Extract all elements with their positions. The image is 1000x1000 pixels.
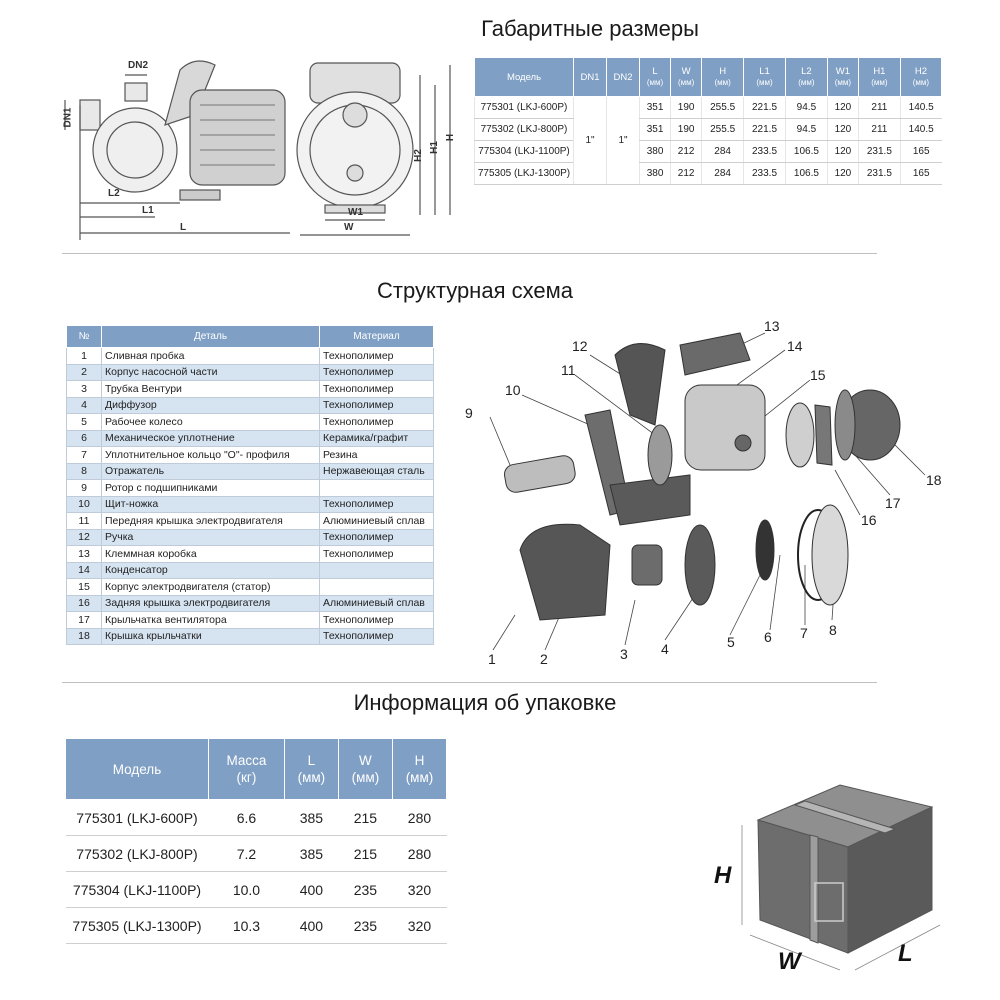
part-number: 5 <box>67 414 102 431</box>
part-material <box>320 480 434 497</box>
parts-table-row <box>67 579 434 596</box>
parts-table-row <box>67 628 434 645</box>
pack-header-mass: Масса (кг) <box>209 739 285 800</box>
part-name: Механическое уплотнение <box>102 430 320 447</box>
callout-12: 12 <box>572 338 588 354</box>
dims-cell: 284 <box>702 163 744 185</box>
part-name: Конденсатор <box>102 562 320 579</box>
part-name: Ротор с подшипниками <box>102 480 320 497</box>
parts-table-row <box>67 513 434 530</box>
part-material: Технополимер <box>320 414 434 431</box>
pack-cell: 10.3 <box>209 908 285 944</box>
dims-header-h: H (мм) <box>702 58 744 97</box>
parts-header-number: № <box>67 326 102 348</box>
dims-cell: 255.5 <box>702 97 744 119</box>
pack-header-h: H (мм) <box>392 739 446 800</box>
part-material: Керамика/графит <box>320 430 434 447</box>
part-number: 12 <box>67 529 102 546</box>
part-name: Крыльчатка вентилятора <box>102 612 320 629</box>
pack-cell: 215 <box>338 836 392 872</box>
dims-cell: 231.5 <box>858 141 900 163</box>
parts-table-row <box>67 364 434 381</box>
part-number: 15 <box>67 579 102 596</box>
part-name: Диффузор <box>102 397 320 414</box>
h2-label: H2 <box>412 149 424 162</box>
dims-cell: 284 <box>702 141 744 163</box>
divider <box>62 253 877 254</box>
dims-cell: 120 <box>827 163 858 185</box>
pack-cell: 320 <box>392 872 446 908</box>
pack-table-row <box>66 800 447 836</box>
dims-header-w: W (мм) <box>671 58 702 97</box>
dims-header-h2: H2 (мм) <box>900 58 941 97</box>
pack-cell: 235 <box>338 872 392 908</box>
parts-table-row <box>67 529 434 546</box>
dims-cell: 120 <box>827 119 858 141</box>
part-material: Резина <box>320 447 434 464</box>
parts-table-row <box>67 381 434 398</box>
part-name: Ручка <box>102 529 320 546</box>
part-number: 2 <box>67 364 102 381</box>
structure-title: Структурная схема <box>377 278 573 303</box>
part-number: 8 <box>67 463 102 480</box>
callout-3: 3 <box>620 646 628 662</box>
callout-8: 8 <box>829 622 837 638</box>
pump-dimension-drawing <box>55 45 470 245</box>
dims-header-h1: H1 (мм) <box>858 58 900 97</box>
package-box-illustration <box>720 775 960 985</box>
dims-table-row <box>475 163 942 185</box>
part-number: 9 <box>67 480 102 497</box>
part-name: Щит-ножка <box>102 496 320 513</box>
part-number: 11 <box>67 513 102 530</box>
pack-header-model: Модель <box>66 739 209 800</box>
dimensions-title: Габаритные размеры <box>481 16 699 41</box>
dn1-label: DN1 <box>62 107 74 128</box>
part-name: Корпус электродвигателя (статор) <box>102 579 320 596</box>
callout-6: 6 <box>764 629 772 645</box>
packing-title: Информация об упаковке <box>353 690 617 715</box>
part-material: Технополимер <box>320 628 434 645</box>
dims-cell: 212 <box>671 141 702 163</box>
dims-header-dn1: DN1 <box>574 58 607 97</box>
dims-cell: 190 <box>671 97 702 119</box>
part-material: Технополимер <box>320 496 434 513</box>
dims-header-l2: L2 (мм) <box>785 58 827 97</box>
dims-table-row <box>475 97 942 119</box>
part-number: 6 <box>67 430 102 447</box>
callout-13: 13 <box>764 318 780 334</box>
dims-cell: 775301 (LKJ-600P) <box>475 97 574 119</box>
dims-header-model: Модель <box>475 58 574 97</box>
parts-table-row <box>67 612 434 629</box>
pack-cell: 775304 (LKJ-1100P) <box>66 872 209 908</box>
callout-18: 18 <box>926 472 942 488</box>
callout-7: 7 <box>800 625 808 641</box>
l1-label: L1 <box>142 205 154 216</box>
callout-2: 2 <box>540 651 548 667</box>
dims-cell: 231.5 <box>858 163 900 185</box>
part-number: 4 <box>67 397 102 414</box>
parts-table <box>66 325 434 645</box>
dims-cell: 94.5 <box>785 119 827 141</box>
dims-cell: 775302 (LKJ-800P) <box>475 119 574 141</box>
box-height-label: H <box>714 862 732 889</box>
callout-10: 10 <box>505 382 521 398</box>
part-number: 14 <box>67 562 102 579</box>
part-name: Крышка крыльчатки <box>102 628 320 645</box>
dims-cell: 233.5 <box>744 141 786 163</box>
h-label: H <box>445 133 457 142</box>
pack-cell: 235 <box>338 908 392 944</box>
pack-table-row <box>66 836 447 872</box>
pack-cell: 10.0 <box>209 872 285 908</box>
pack-header-l: L (мм) <box>284 739 338 800</box>
part-name: Трубка Вентури <box>102 381 320 398</box>
dims-header-row <box>475 58 942 97</box>
dimensions-table <box>474 57 942 185</box>
l-label: L <box>180 222 187 233</box>
l2-label: L2 <box>108 188 120 199</box>
callout-4: 4 <box>661 641 669 657</box>
pack-cell: 280 <box>392 836 446 872</box>
parts-table-row <box>67 397 434 414</box>
parts-header-row <box>67 326 434 348</box>
dims-cell: 106.5 <box>785 163 827 185</box>
dims-cell: 1" <box>607 97 640 185</box>
w-label: W <box>344 222 354 233</box>
callout-11: 11 <box>561 362 576 378</box>
dims-header-l: L (мм) <box>640 58 671 97</box>
exploded-view-diagram <box>460 315 960 670</box>
part-material: Технополимер <box>320 348 434 365</box>
pack-cell: 400 <box>284 872 338 908</box>
parts-table-row <box>67 447 434 464</box>
pack-cell: 775301 (LKJ-600P) <box>66 800 209 836</box>
callout-17: 17 <box>885 495 901 511</box>
part-material: Нержавеющая сталь <box>320 463 434 480</box>
parts-table-row <box>67 496 434 513</box>
dims-cell: 106.5 <box>785 141 827 163</box>
part-name: Рабочее колесо <box>102 414 320 431</box>
dims-cell: 775304 (LKJ-1100P) <box>475 141 574 163</box>
part-material <box>320 562 434 579</box>
pack-table-row <box>66 872 447 908</box>
dims-cell: 190 <box>671 119 702 141</box>
callout-5: 5 <box>727 634 735 650</box>
part-material: Алюминиевый сплав <box>320 595 434 612</box>
pack-cell: 320 <box>392 908 446 944</box>
dims-cell: 140.5 <box>900 119 941 141</box>
part-name: Задняя крышка электродвигателя <box>102 595 320 612</box>
part-number: 17 <box>67 612 102 629</box>
pack-header-w: W (мм) <box>338 739 392 800</box>
pack-cell: 400 <box>284 908 338 944</box>
dims-cell: 255.5 <box>702 119 744 141</box>
callout-16: 16 <box>861 512 877 528</box>
pack-cell: 775305 (LKJ-1300P) <box>66 908 209 944</box>
part-number: 18 <box>67 628 102 645</box>
w1-label: W1 <box>348 207 363 218</box>
pack-cell: 7.2 <box>209 836 285 872</box>
dims-cell: 351 <box>640 119 671 141</box>
part-material: Алюминиевый сплав <box>320 513 434 530</box>
part-number: 3 <box>67 381 102 398</box>
dims-cell: 165 <box>900 163 941 185</box>
parts-header-part: Деталь <box>102 326 320 348</box>
dims-cell: 221.5 <box>744 97 786 119</box>
box-length-label: L <box>898 940 913 967</box>
callout-15: 15 <box>810 367 826 383</box>
parts-table-row <box>67 480 434 497</box>
part-name: Отражатель <box>102 463 320 480</box>
pack-cell: 6.6 <box>209 800 285 836</box>
h1-label: H1 <box>428 141 440 154</box>
pack-cell: 280 <box>392 800 446 836</box>
parts-table-row <box>67 463 434 480</box>
part-name: Сливная пробка <box>102 348 320 365</box>
dims-cell: 211 <box>858 97 900 119</box>
part-material: Технополимер <box>320 546 434 563</box>
part-material: Технополимер <box>320 381 434 398</box>
callout-1: 1 <box>488 651 496 667</box>
callout-14: 14 <box>787 338 803 354</box>
dims-cell: 212 <box>671 163 702 185</box>
part-number: 7 <box>67 447 102 464</box>
part-number: 16 <box>67 595 102 612</box>
pack-cell: 775302 (LKJ-800P) <box>66 836 209 872</box>
part-material: Технополимер <box>320 529 434 546</box>
pack-header-row <box>66 739 447 800</box>
parts-table-row <box>67 348 434 365</box>
part-number: 1 <box>67 348 102 365</box>
part-number: 13 <box>67 546 102 563</box>
callout-9: 9 <box>465 405 473 421</box>
dims-header-w1: W1 (мм) <box>827 58 858 97</box>
dims-cell: 233.5 <box>744 163 786 185</box>
pack-cell: 215 <box>338 800 392 836</box>
dims-cell: 120 <box>827 141 858 163</box>
parts-table-row <box>67 546 434 563</box>
parts-table-row <box>67 595 434 612</box>
part-name: Уплотнительное кольцо "О"- профиля <box>102 447 320 464</box>
divider <box>62 682 877 683</box>
part-material <box>320 579 434 596</box>
part-material: Технополимер <box>320 397 434 414</box>
pack-cell: 385 <box>284 800 338 836</box>
dims-cell: 351 <box>640 97 671 119</box>
dn2-label: DN2 <box>128 60 149 71</box>
part-material: Технополимер <box>320 364 434 381</box>
pack-table-row <box>66 908 447 944</box>
dims-table-row <box>475 119 942 141</box>
dims-cell: 120 <box>827 97 858 119</box>
dims-header-dn2: DN2 <box>607 58 640 97</box>
dims-cell: 221.5 <box>744 119 786 141</box>
part-name: Корпус насосной части <box>102 364 320 381</box>
parts-table-row <box>67 414 434 431</box>
dims-cell: 775305 (LKJ-1300P) <box>475 163 574 185</box>
dims-cell: 140.5 <box>900 97 941 119</box>
dims-cell: 165 <box>900 141 941 163</box>
parts-table-row <box>67 562 434 579</box>
pack-cell: 385 <box>284 836 338 872</box>
part-number: 10 <box>67 496 102 513</box>
packing-table <box>65 738 447 944</box>
parts-table-row <box>67 430 434 447</box>
parts-header-material: Материал <box>320 326 434 348</box>
dims-cell: 380 <box>640 141 671 163</box>
dims-header-l1: L1 (мм) <box>744 58 786 97</box>
part-name: Передняя крышка электродвигателя <box>102 513 320 530</box>
part-name: Клеммная коробка <box>102 546 320 563</box>
dims-cell: 1" <box>574 97 607 185</box>
box-width-label: W <box>778 948 801 975</box>
part-material: Технополимер <box>320 612 434 629</box>
dims-cell: 211 <box>858 119 900 141</box>
dims-cell: 380 <box>640 163 671 185</box>
dims-table-row <box>475 141 942 163</box>
dims-cell: 94.5 <box>785 97 827 119</box>
